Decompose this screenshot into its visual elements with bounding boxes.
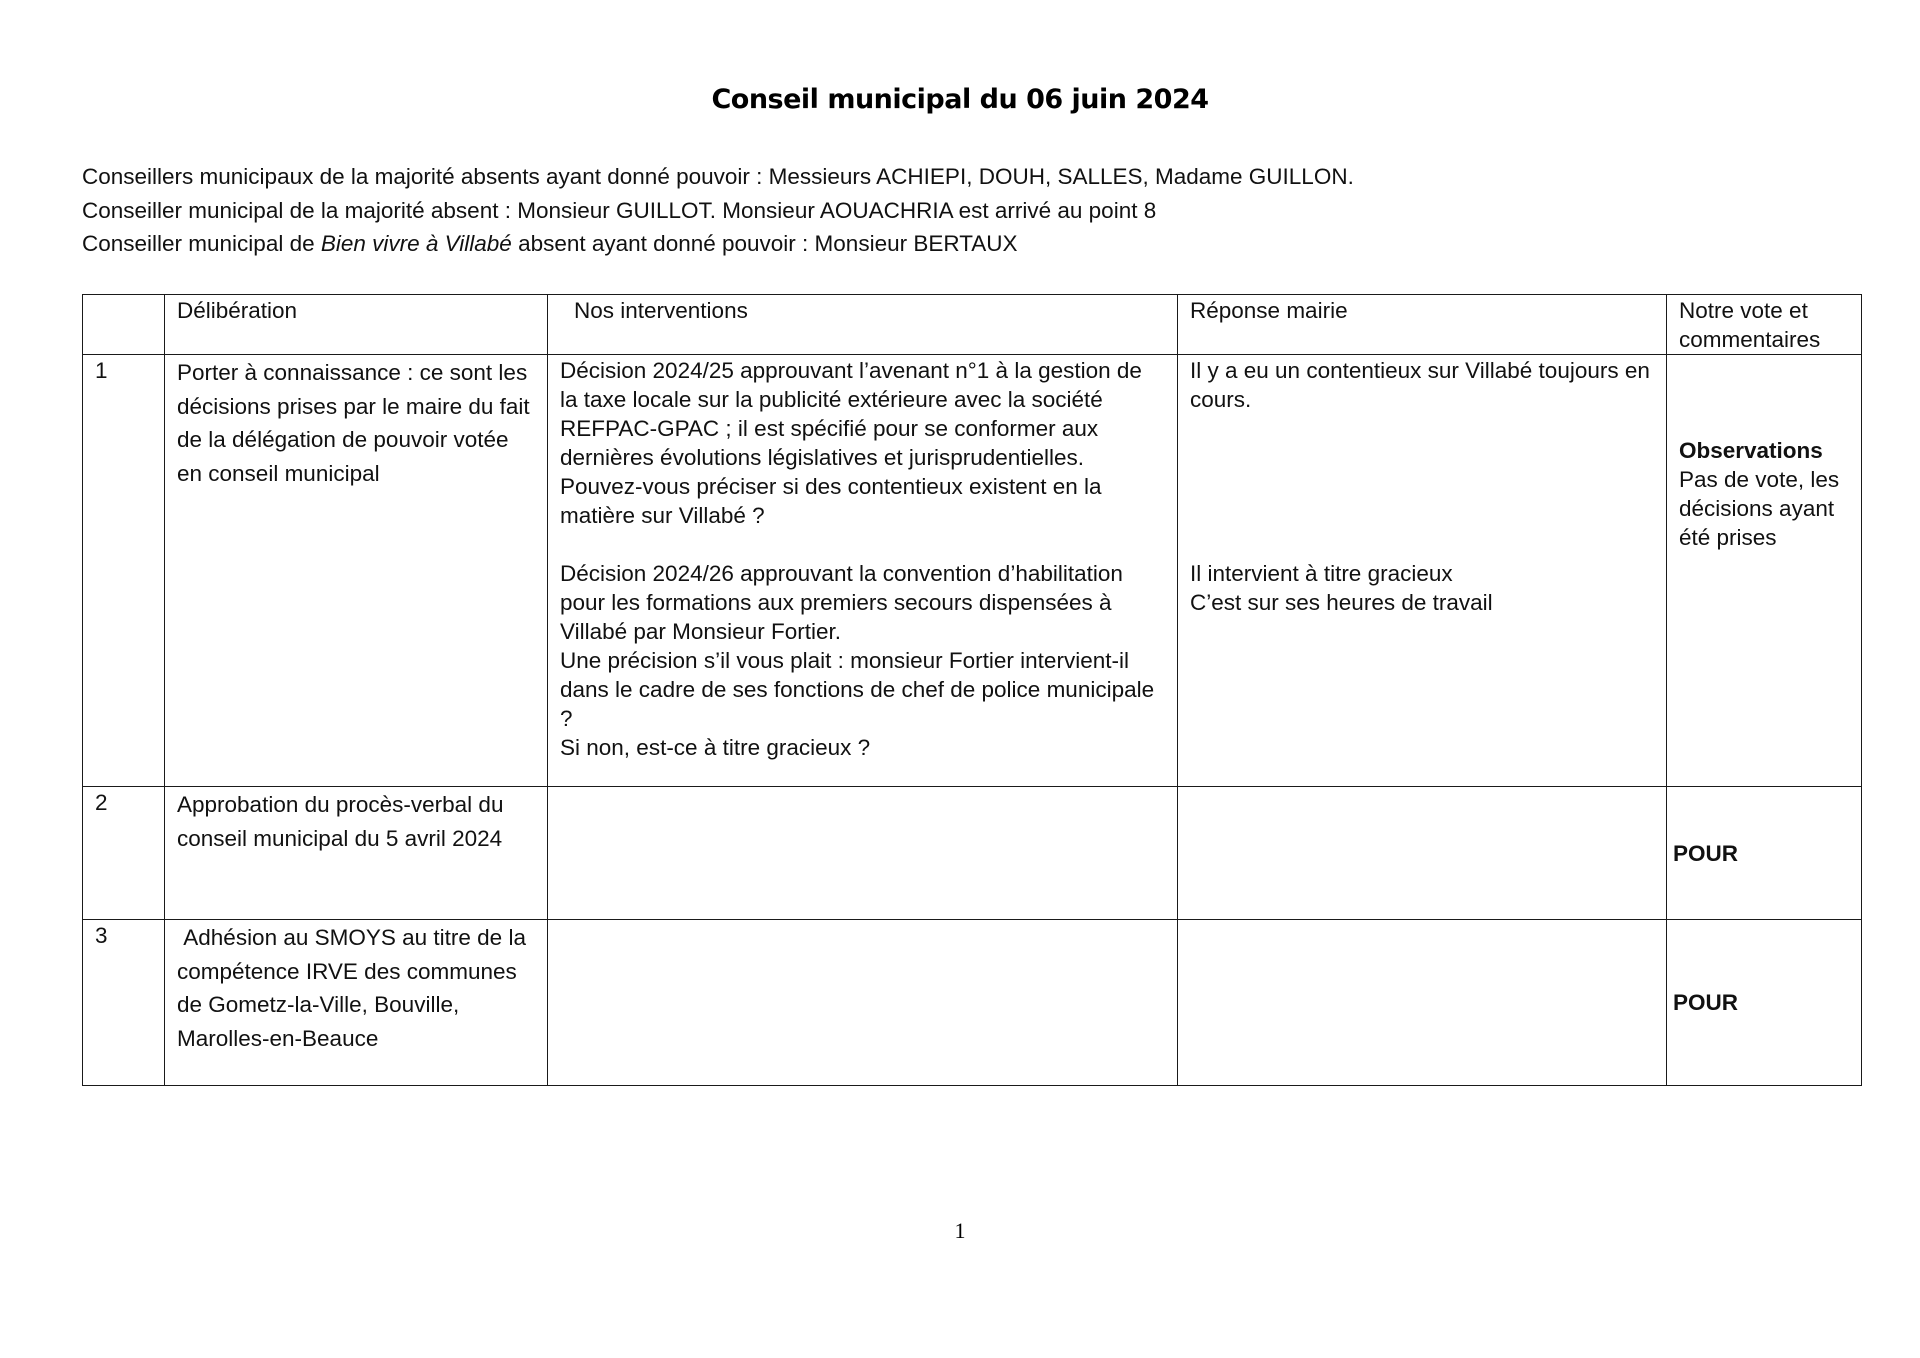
table-row <box>83 787 1862 920</box>
interventions-text: Décision 2024/25 approuvant l’avenant n°1 à la gestion de la taxe locale sur la publicité extérieure avec la société REFPAC-GPAC ; il est spécifié pour se conformer aux dernières évolutions législatives et jurisprudentielles. Pouvez-vous préciser si des contentieux existent en la matière sur Villabé ? Décision 2024/26 approuvant la convention d’habilitation pour les formations aux premiers secours dispensées à Villabé par Monsieur Fortier. Une précision s’il vous plait : monsieur Fortier intervient-il dans le cadre de ses fonctions de chef de police municipale ? Si non, est-ce à titre gracieux ? <box>548 355 1178 787</box>
page-title: Conseil municipal du 06 juin 2024 <box>711 84 1209 115</box>
absent-majority: Conseiller municipal de la majorité absent : Monsieur GUILLOT. Monsieur AOUACHRIA est arrivé au point 8 <box>82 197 1157 223</box>
header-interventions: Nos interventions <box>548 295 1178 355</box>
page-number: 1 <box>954 1218 966 1243</box>
header-vote: Notre vote et commentaires <box>1667 295 1862 355</box>
table-row <box>83 355 1862 787</box>
absent-with-proxy-majority: Conseillers municipaux de la majorité absents ayant donné pouvoir : Messieurs ACHIEPI, DOUH, SALLES, Madame GUILLON. <box>82 164 1354 189</box>
deliberation-text: Adhésion au SMOYS au titre de la compétence IRVE des communes de Gometz-la-Ville, Bouville, Marolles-en-Beauce <box>165 920 548 1086</box>
interventions-text <box>548 787 1178 920</box>
interventions-text <box>548 920 1178 1086</box>
row-number: 1 <box>83 355 165 787</box>
vote-value: POUR <box>1673 840 1739 866</box>
vote-value: POUR <box>1673 990 1739 1015</box>
vote-cell <box>1667 920 1862 1086</box>
reponse-text <box>1178 920 1667 1086</box>
vote-cell <box>1667 787 1862 920</box>
vote-observations-title: Observations <box>1679 438 1823 463</box>
header-deliberation: Délibération <box>165 295 548 355</box>
vote-observations-text: Pas de vote, les décisions ayant été prises <box>1679 467 1840 550</box>
deliberation-text: Approbation du procès-verbal du conseil municipal du 5 avril 2024 <box>165 787 548 920</box>
vote-cell <box>1667 355 1862 787</box>
group-name: Bien vivre à Villabé <box>320 231 512 256</box>
deliberation-text: Porter à connaissance : ce sont les décisions prises par le maire du fait de la délégation de pouvoir votée en conseil municipal <box>165 355 548 787</box>
reponse-text <box>1178 787 1667 920</box>
absent-with-proxy-opposition: Conseiller municipal de Bien vivre à Villabé absent ayant donné pouvoir : Monsieur BERTAUX <box>82 231 1018 256</box>
header-reponse: Réponse mairie <box>1178 295 1667 355</box>
row-number: 2 <box>83 787 165 920</box>
header-num <box>83 295 165 355</box>
attendance-notes <box>82 160 1354 261</box>
table-row <box>83 920 1862 1086</box>
deliberations-table <box>82 294 1862 1086</box>
row-number: 3 <box>83 920 165 1086</box>
table-header-row <box>83 295 1862 355</box>
reponse-text: Il y a eu un contentieux sur Villabé toujours en cours. Il intervient à titre gracieux C’est sur ses heures de travail <box>1178 355 1667 787</box>
